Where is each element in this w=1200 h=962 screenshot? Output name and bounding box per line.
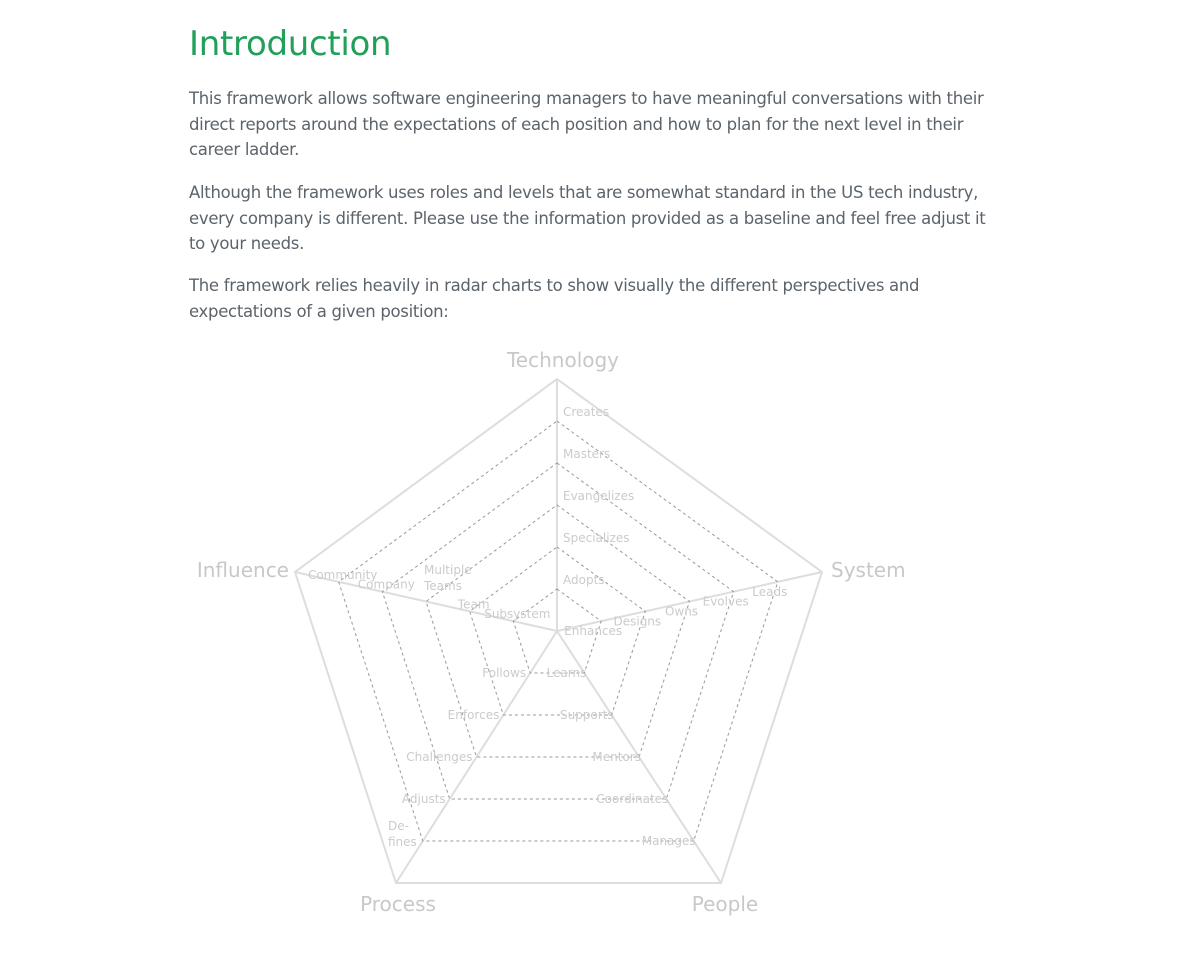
level-label-people-coordinates: Coordinates — [596, 792, 669, 806]
radar-level-labels — [308, 405, 787, 849]
page-title: Introduction — [189, 24, 392, 64]
level-label-influence-company: Company — [357, 577, 415, 592]
level-label-influence-multiple-teams — [423, 563, 472, 593]
axis-title-system: System — [831, 558, 906, 582]
level-label-people-manages: Manages — [641, 834, 696, 848]
axis-title-technology: Technology — [506, 348, 620, 372]
level-label-process-enforces: Enforces — [447, 708, 500, 722]
level-label-people-supports: Supports — [559, 708, 614, 722]
level-label-influence-team: Team — [457, 597, 490, 612]
level-label-process-de-fines-part-1: De- — [388, 819, 409, 833]
level-label-influence-community: Community — [307, 567, 378, 582]
radar-spokes — [295, 379, 822, 883]
level-label-system-evolves: Evolves — [702, 594, 749, 609]
axis-title-people: People — [691, 892, 759, 916]
level-label-technology-specializes: Specializes — [563, 531, 630, 545]
level-label-technology-creates: Creates — [563, 405, 610, 419]
level-label-influence-subsystem: Subsystem — [484, 607, 551, 622]
level-label-process-adjusts: Adjusts — [401, 792, 446, 806]
intro-paragraph-1: This framework allows software engineering managers to have meaningful conversations with their direct reports around the expectations of each position and how to plan for the next level in their career ladder. — [189, 89, 984, 159]
intro-paragraph-3: The framework relies heavily in radar charts to show visually the different perspectives and expectations of a given position: — [189, 276, 920, 321]
level-label-process-de-fines-part-2: fines — [388, 835, 417, 849]
level-label-technology-masters: Masters — [563, 447, 611, 461]
level-label-influence-multiple-teams-part-2: Teams — [424, 579, 462, 593]
level-label-process-challenges: Challenges — [406, 750, 473, 764]
axis-title-process: Process — [360, 892, 436, 916]
level-label-technology-adopts: Adopts — [563, 573, 605, 587]
intro-paragraph-2: Although the framework uses roles and levels that are somewhat standard in the US tech industry, every company is different. Please use the information provided as a baseline and feel free adjust it to your needs. — [189, 183, 986, 253]
radar-axis-titles — [197, 348, 906, 916]
level-label-influence-multiple-teams-part-1: Multiple — [424, 563, 472, 577]
level-label-system-leads: Leads — [752, 584, 788, 599]
axis-title-influence: Influence — [196, 558, 289, 582]
level-label-process-follows: Follows — [482, 666, 527, 680]
level-label-people-mentors: Mentors — [592, 750, 641, 764]
level-label-system-owns: Owns — [664, 604, 699, 619]
level-label-process-de-fines — [388, 819, 417, 849]
level-label-system-designs: Designs — [613, 614, 662, 629]
level-label-people-learns: Learns — [546, 666, 587, 680]
level-label-technology-evangelizes: Evangelizes — [563, 489, 635, 503]
level-label-system-enhances: Enhances — [564, 624, 623, 639]
